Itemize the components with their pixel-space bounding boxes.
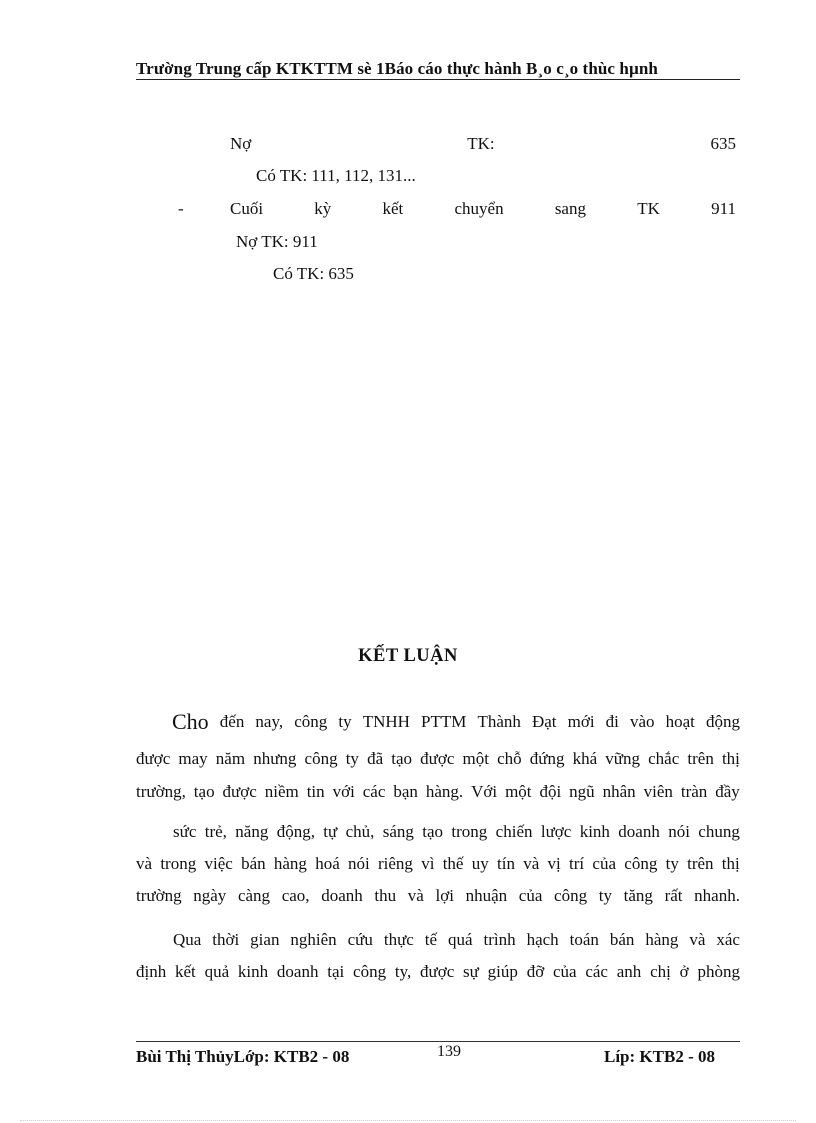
paragraph-word: chắc	[648, 749, 680, 768]
paragraph-word: năm	[215, 749, 246, 768]
paragraph-word: các	[585, 962, 608, 981]
paragraph-word: doanh	[321, 886, 363, 905]
paragraph-word: được	[136, 749, 171, 768]
paragraph-word: hoạt	[665, 712, 695, 731]
paragraph-word: trong	[160, 854, 197, 873]
paragraph-word: công	[624, 854, 658, 873]
entry-word: TK:	[467, 134, 495, 153]
paragraph-word: trẻ,	[204, 822, 227, 841]
header-divider	[136, 79, 740, 80]
paragraph-word: ty	[345, 749, 359, 768]
paragraph-word: tạo	[422, 822, 444, 841]
paragraph-word: cao,	[281, 886, 310, 905]
entry-line-debit-635	[230, 134, 736, 154]
paragraph-word: chiến	[495, 822, 533, 841]
paragraph-word: chỗ	[497, 749, 522, 768]
paragraph-word: cứu	[347, 930, 373, 949]
paragraph-word: tràn	[680, 782, 708, 801]
entry-word: sang	[554, 199, 586, 218]
paragraph-word: tín	[497, 854, 515, 873]
paragraph-word: hoá	[315, 854, 340, 873]
paragraph-word: trình	[483, 930, 516, 949]
paragraph-word: vững	[605, 749, 640, 768]
paragraph-word: vị	[547, 854, 561, 873]
bullet-dash: -	[178, 199, 184, 218]
paragraph-word: năng	[235, 822, 269, 841]
paragraph-word: nhưng	[253, 749, 297, 768]
paragraph-word: tạo	[193, 782, 215, 801]
paragraph-word: kết	[175, 962, 196, 981]
paragraph-word: trên	[687, 854, 714, 873]
paragraph-word: tự	[323, 822, 338, 841]
paragraph-word: nói	[348, 854, 370, 873]
paragraph-line	[173, 822, 740, 842]
paragraph-word: đội	[539, 782, 562, 801]
paragraph-word: giúp	[487, 962, 518, 981]
paragraph-word: trong	[451, 822, 488, 841]
paragraph-word: PTTM	[421, 712, 467, 731]
paragraph-word: thế	[442, 854, 464, 873]
entry-line-credit-635: Có TK: 635	[273, 264, 354, 283]
paragraph-word: Cho	[172, 709, 209, 734]
paragraph-word: các	[362, 782, 386, 801]
paragraph-word: trí	[569, 854, 585, 873]
paragraph-line	[173, 930, 740, 950]
paragraph-word: nghiên	[290, 930, 337, 949]
paragraph-line	[136, 962, 740, 982]
paragraph-word: và	[407, 886, 424, 905]
entry-line-transfer-911	[230, 199, 736, 219]
paragraph-word: tế	[424, 930, 438, 949]
paragraph-word: tin	[306, 782, 325, 801]
paragraph-word: càng	[237, 886, 271, 905]
paragraph-word: kinh	[579, 822, 610, 841]
paragraph-word: ty	[665, 854, 679, 873]
paragraph-word: thị	[721, 749, 740, 768]
page-number: 139	[437, 1043, 461, 1060]
paragraph-word: tạo	[391, 749, 413, 768]
paragraph-word: sáng	[382, 822, 414, 841]
paragraph-word: Qua	[173, 930, 202, 949]
paragraph-word: đi	[605, 712, 619, 731]
paragraph-word: Thành	[477, 712, 521, 731]
paragraph-word: Đạt	[531, 712, 557, 731]
paragraph-word: hàng	[273, 854, 307, 873]
paragraph-word: được	[222, 782, 257, 801]
paragraph-word: nhanh.	[694, 886, 740, 905]
paragraph-word: ở	[679, 962, 689, 981]
paragraph-word: của	[552, 962, 577, 981]
paragraph-word: viên	[643, 782, 673, 801]
paragraph-word: nhuận	[465, 886, 508, 905]
paragraph-word: quá	[448, 930, 473, 949]
entry-word: 911	[711, 199, 736, 218]
paragraph-word: với	[332, 782, 355, 801]
paragraph-word: ty,	[394, 962, 412, 981]
paragraph-line	[136, 749, 740, 769]
entry-word: chuyển	[454, 199, 504, 218]
paragraph-word: hàng	[645, 930, 679, 949]
paragraph-word: khá	[572, 749, 598, 768]
paragraph-word: việc	[204, 854, 233, 873]
paragraph-word: mới	[567, 712, 595, 731]
paragraph-line	[136, 886, 740, 906]
paragraph-word: bán	[241, 854, 266, 873]
paragraph-word: ngày	[193, 886, 227, 905]
paragraph-word: công	[294, 712, 328, 731]
paragraph-word: tăng	[623, 886, 653, 905]
entry-word: kỳ	[314, 199, 332, 218]
footer-class: Líp: KTB2 - 08	[604, 1047, 715, 1066]
page-bottom-edge	[20, 1120, 796, 1121]
paragraph-word: sự	[463, 962, 479, 981]
section-heading: KẾT LUẬN	[358, 646, 458, 666]
paragraph-word: xác	[716, 930, 740, 949]
paragraph-word: sức	[173, 822, 197, 841]
entry-word: 635	[710, 134, 736, 153]
entry-word: kết	[382, 199, 404, 218]
paragraph-word: động,	[276, 822, 315, 841]
entry-line-debit-911: Nợ TK: 911	[236, 232, 318, 251]
paragraph-word: công	[353, 962, 387, 981]
paragraph-word: định	[136, 962, 167, 981]
paragraph-word: doanh	[276, 962, 319, 981]
paragraph-word: TNHH	[362, 712, 410, 731]
paragraph-word: và	[689, 930, 706, 949]
paragraph-word: kinh	[237, 962, 269, 981]
paragraph-word: trên	[687, 749, 714, 768]
paragraph-word: riêng	[378, 854, 413, 873]
paragraph-word: Với	[471, 782, 498, 801]
paragraph-word: của	[518, 886, 543, 905]
paragraph-word: được	[420, 962, 455, 981]
paragraph-word: tại	[327, 962, 345, 981]
paragraph-word: niềm	[264, 782, 299, 801]
paragraph-word: nhân	[602, 782, 636, 801]
paragraph-word: ty	[338, 712, 352, 731]
paragraph-word: thị	[721, 854, 740, 873]
entry-word: TK	[637, 199, 660, 218]
paragraph-word: bán	[609, 930, 635, 949]
paragraph-word: doanh	[618, 822, 660, 841]
entry-line-credit-accounts: Có TK: 111, 112, 131...	[256, 166, 416, 185]
paragraph-word: phòng	[697, 962, 740, 981]
paragraph-word: đến	[219, 712, 245, 731]
paragraph-word: thu	[374, 886, 397, 905]
paragraph-word: quả	[204, 962, 230, 981]
paragraph-word: nói	[668, 822, 690, 841]
paragraph-line	[136, 854, 740, 874]
paragraph-word: gian	[250, 930, 280, 949]
footer-author: Bùi Thị ThủyLớp: KTB2 - 08	[136, 1047, 350, 1066]
footer-divider	[136, 1041, 740, 1042]
paragraph-word: chị	[650, 962, 671, 981]
entry-word: Nợ	[230, 134, 252, 153]
paragraph-word: ngũ	[569, 782, 595, 801]
paragraph-word: thực	[383, 930, 414, 949]
paragraph-word: chủ,	[345, 822, 375, 841]
paragraph-word: bạn	[393, 782, 418, 801]
paragraph-word: nay,	[255, 712, 284, 731]
paragraph-line	[136, 782, 740, 802]
paragraph-word: đỡ	[526, 962, 545, 981]
paragraph-word: lợi	[435, 886, 454, 905]
paragraph-word: hạch	[526, 930, 559, 949]
paragraph-word: đứng	[529, 749, 565, 768]
paragraph-word: đầy	[715, 782, 740, 801]
paragraph-word: và	[136, 854, 153, 873]
paragraph-word: và	[523, 854, 540, 873]
paragraph-word: hàng.	[425, 782, 464, 801]
paragraph-word: may	[178, 749, 208, 768]
paragraph-word: trường,	[136, 782, 186, 801]
paragraph-line	[172, 709, 740, 734]
paragraph-word: thời	[212, 930, 240, 949]
paragraph-word: rất	[664, 886, 683, 905]
paragraph-word: của	[592, 854, 617, 873]
paragraph-word: đã	[367, 749, 384, 768]
paragraph-word: lược	[540, 822, 572, 841]
page-header-title: Trường Trung cấp KTKTTM sè 1Báo cáo thực hành B¸o c¸o thùc hµnh	[136, 59, 658, 78]
paragraph-word: chung	[698, 822, 740, 841]
paragraph-word: công	[554, 886, 588, 905]
paragraph-word: động	[705, 712, 740, 731]
paragraph-word: vì	[421, 854, 435, 873]
paragraph-word: được	[420, 749, 455, 768]
paragraph-word: anh	[616, 962, 642, 981]
paragraph-word: vào	[629, 712, 655, 731]
paragraph-word: một	[505, 782, 532, 801]
paragraph-word: toán	[569, 930, 599, 949]
paragraph-word: uy	[471, 854, 489, 873]
paragraph-word: trường	[136, 886, 182, 905]
paragraph-word: ty	[598, 886, 612, 905]
paragraph-word: công	[304, 749, 338, 768]
paragraph-word: một	[462, 749, 489, 768]
entry-word: Cuối	[230, 199, 264, 218]
